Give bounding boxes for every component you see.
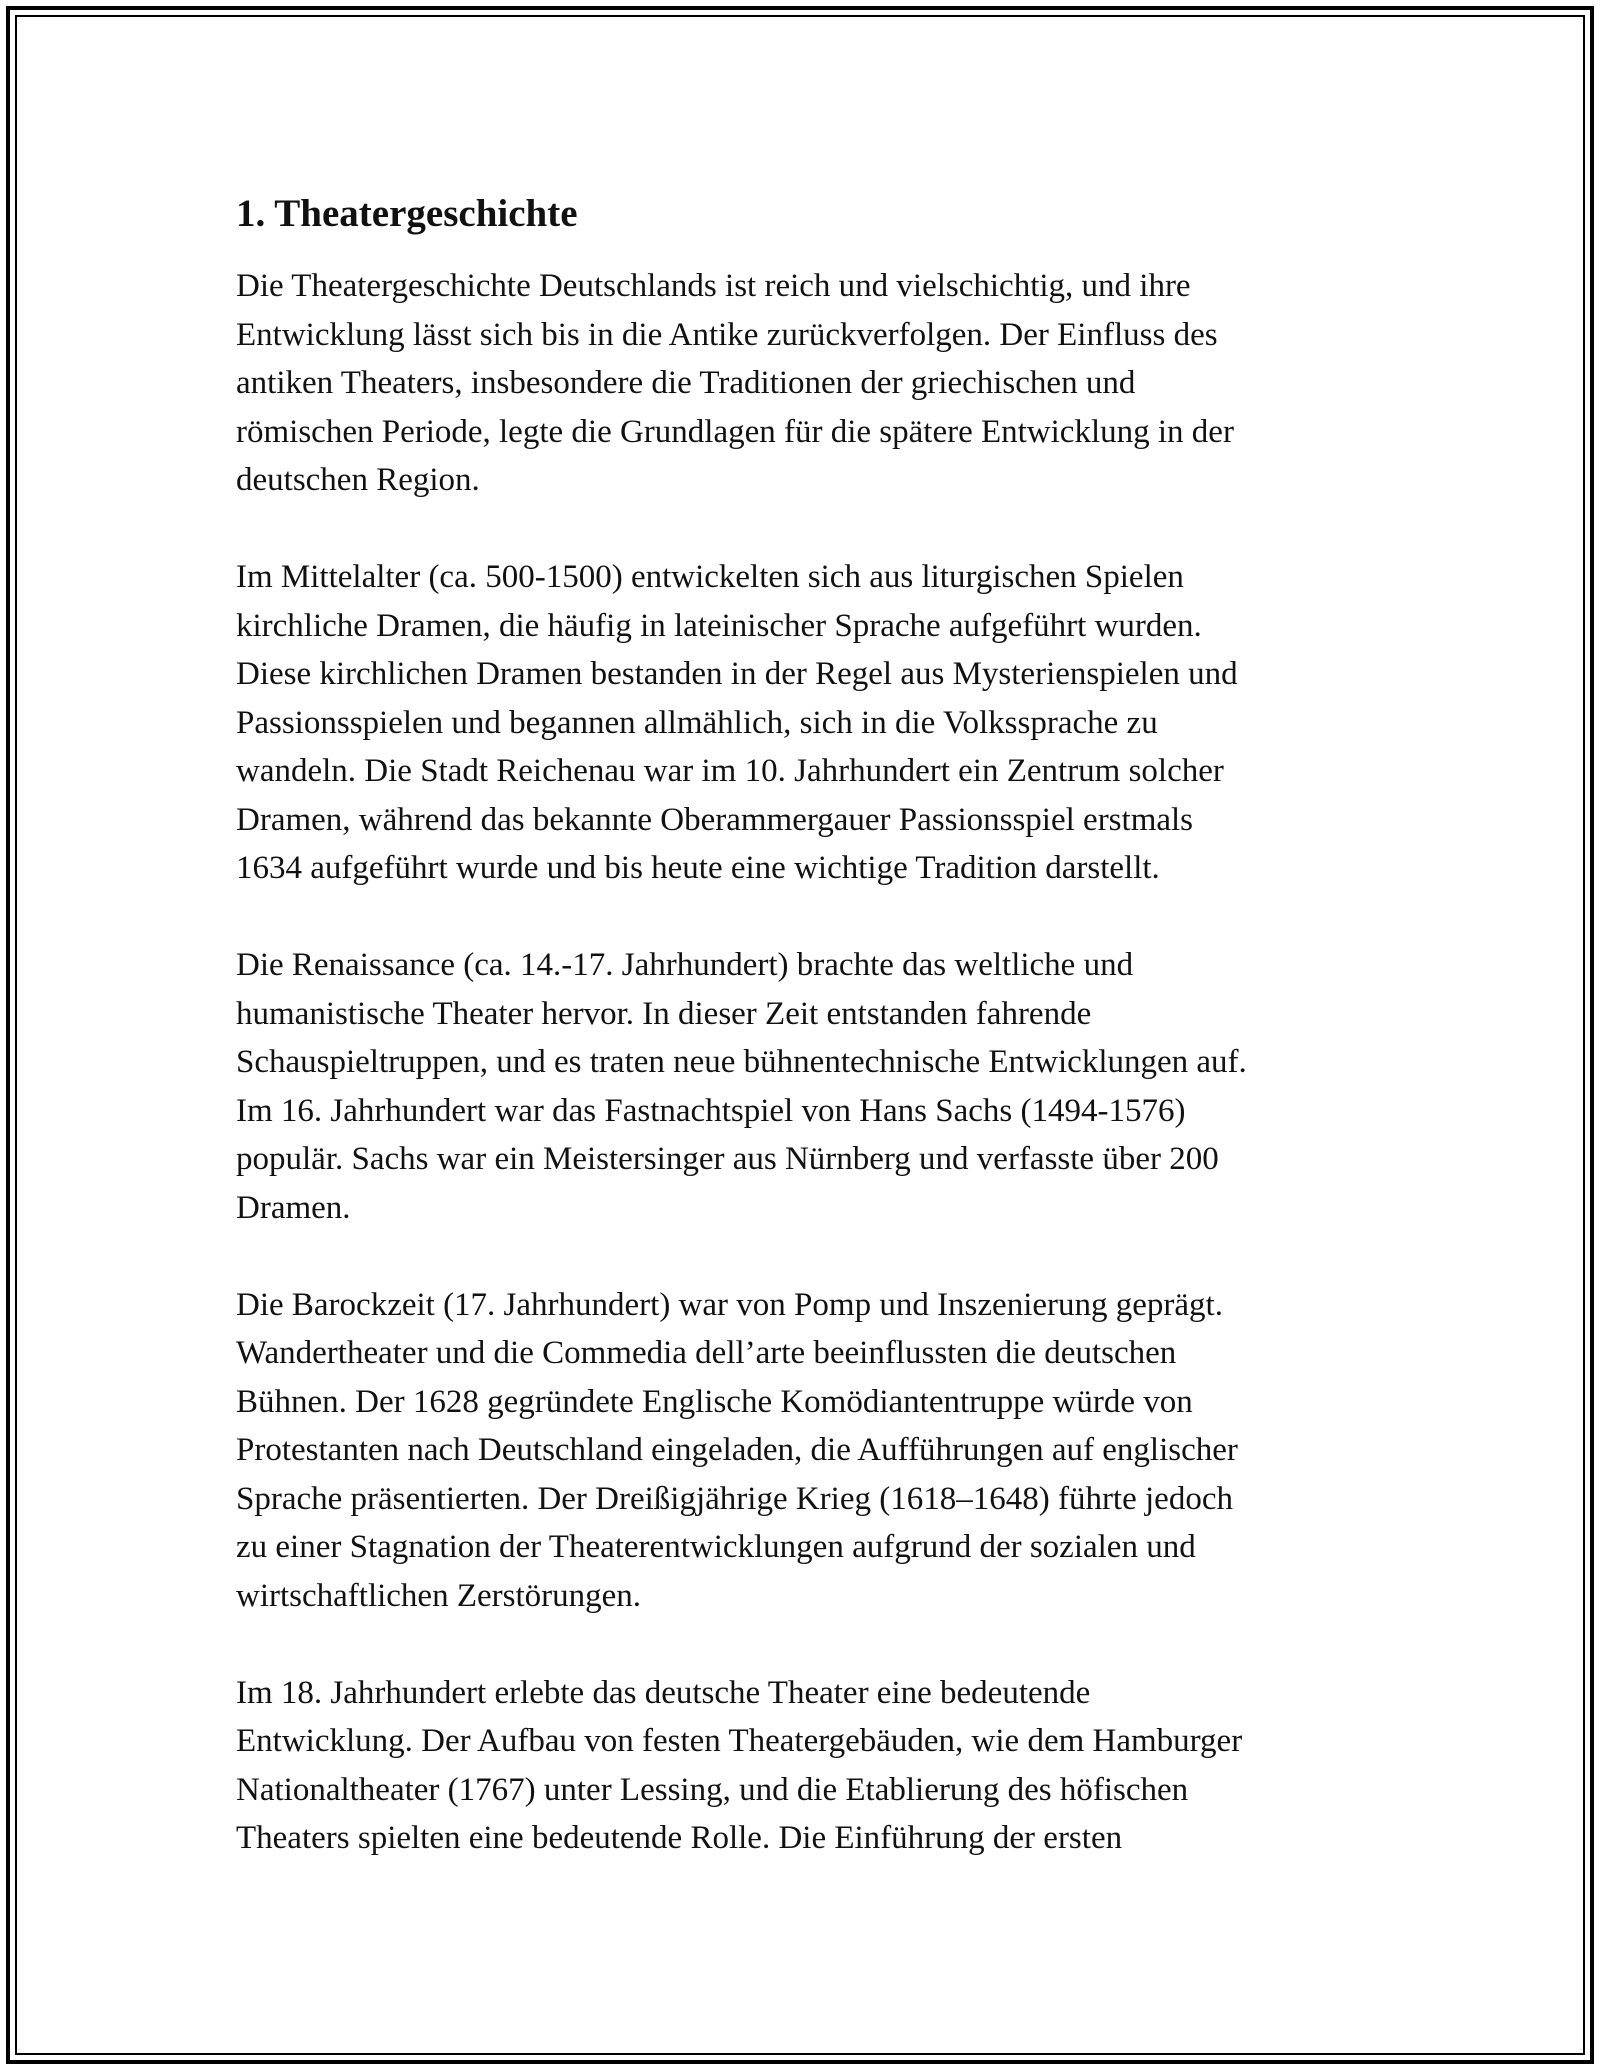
paragraph-18th-century: Im 18. Jahrhundert erlebte das deutsche Theater eine bedeutende Entwicklung. Der Aufbau von festen Theatergebäuden, wie dem Hamburger Nationaltheater (1767) unter Lessing, und die Etablierung des höfischen Theaters spielten eine bedeutende Rolle. Die Einführung der ersten [236,1674,1243,1856]
paragraph-antiquity: Die Theatergeschichte Deutschlands ist reich und vielschichtig, und ihre Entwicklung lässt sich bis in die Antike zurückverfolgen. Der Einfluss des antiken Theaters, insbesondere die Traditionen der griechischen und römischen Periode, legte die Grundlagen für die spätere Entwicklung in der deutschen Region. [236,268,1234,498]
document-body [236,188,1376,1911]
paragraph-renaissance: Die Renaissance (ca. 14.-17. Jahrhundert) brachte das weltliche und humanistische Theater hervor. In dieser Zeit entstanden fahrende Schauspieltruppen, und es traten neue bühnentechnische Entwicklungen auf. Im 16. Jahrhundert war das Fastnachtspiel von Hans Sachs (1494-1576) populär. Sachs war ein Meistersinger aus Nürnberg und verfasste über 200 Dramen. [236,947,1247,1226]
section-heading: 1. Theatergeschichte [236,192,578,235]
paragraph-baroque: Die Barockzeit (17. Jahrhundert) war von Pomp und Inszenierung geprägt. Wandertheater und die Commedia dell’arte beeinflussten die deutschen Bühnen. Der 1628 gegründete Englische Komödiantentruppe würde von Protestanten nach Deutschland eingeladen, die Aufführungen auf englischer Sprache präsentierten. Der Dreißigjährige Krieg (1618–1648) führte jedoch zu einer Stagnation der Theaterentwicklungen aufgrund der sozialen und wirtschaftlichen Zerstörungen. [236,1286,1238,1614]
paragraph-middle-ages: Im Mittelalter (ca. 500-1500) entwickelten sich aus liturgischen Spielen kirchliche Dramen, die häufig in lateinischer Sprache aufgeführt wurden. Diese kirchlichen Dramen bestanden in der Regel aus Mysterienspielen und Passionsspielen und begannen allmählich, sich in die Volkssprache zu wandeln. Die Stadt Reichenau war im 10. Jahrhundert ein Zentrum solcher Dramen, während das bekannte Oberammergauer Passionsspiel erstmals 1634 aufgeführt wurde und bis heute eine wichtige Tradition darstellt. [236,559,1238,886]
